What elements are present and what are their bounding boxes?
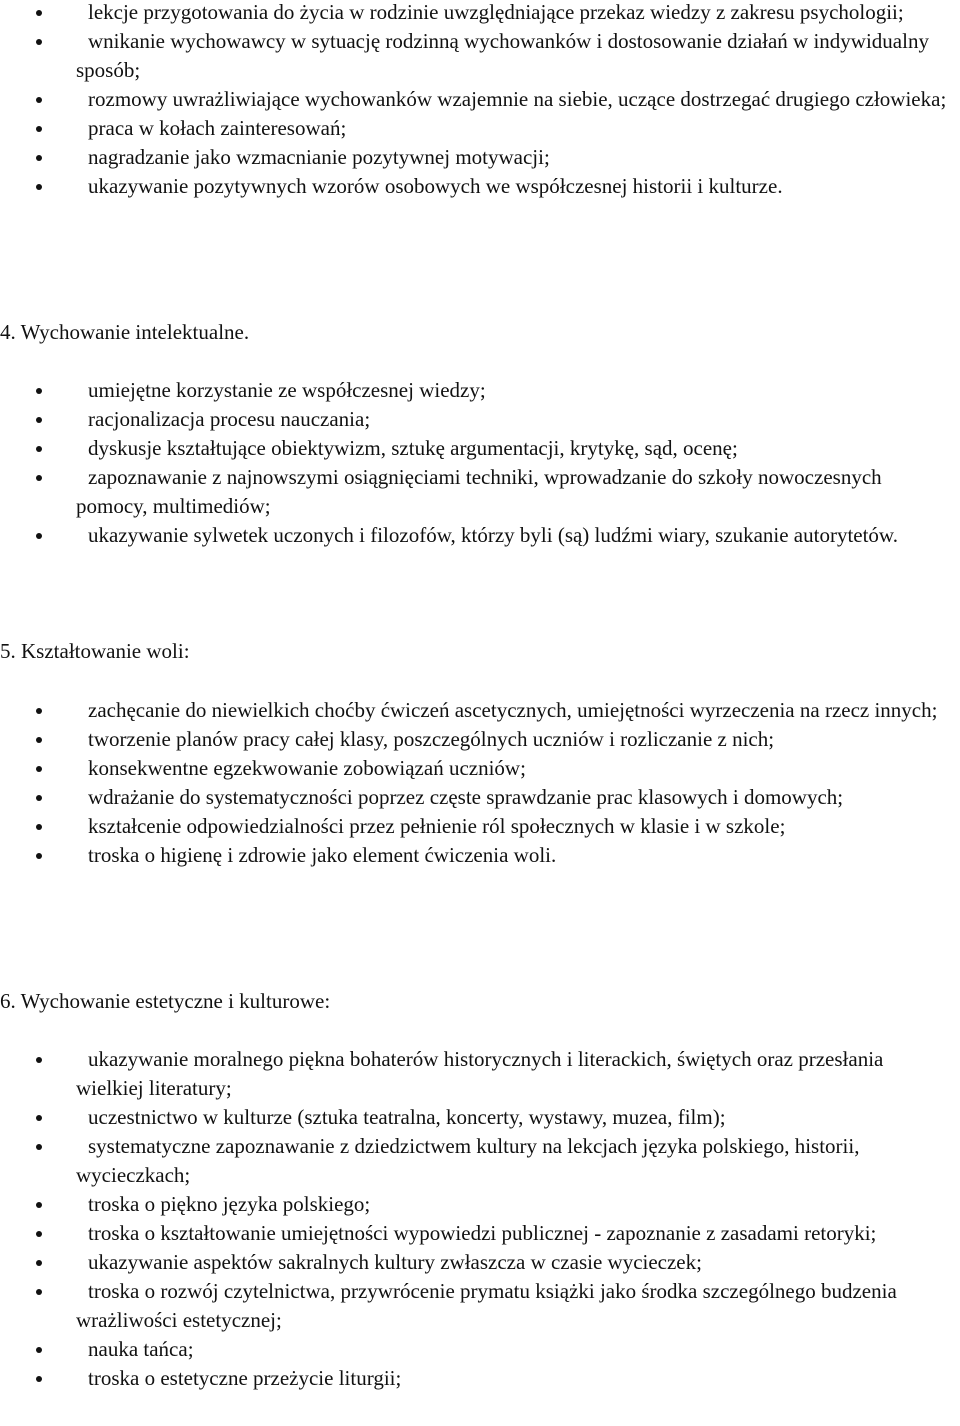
bullet-icon (36, 10, 42, 16)
list-item: praca w kołach zainteresowań; (0, 114, 960, 143)
bullet-icon (36, 1260, 42, 1266)
bullet-list-intellectual (0, 376, 960, 550)
bullet-icon (36, 417, 42, 423)
bullet-icon (36, 39, 42, 45)
bullet-icon (36, 1144, 42, 1150)
section-heading-aesthetic: 6. Wychowanie estetyczne i kulturowe: (0, 989, 331, 1013)
list-item: dyskusje kształtujące obiektywizm, sztukę argumentacji, krytykę, sąd, ocenę; (0, 434, 960, 463)
list-item: troska o higienę i zdrowie jako element ćwiczenia woli. (0, 841, 960, 870)
bullet-icon (36, 1202, 42, 1208)
bullet-list-will (0, 696, 960, 870)
list-item: nagradzanie jako wzmacnianie pozytywnej motywacji; (0, 143, 960, 172)
list-item: kształcenie odpowiedzialności przez pełnienie ról społecznych w klasie i w szkole; (0, 812, 960, 841)
list-item: racjonalizacja procesu nauczania; (0, 405, 960, 434)
bullet-icon (36, 1057, 42, 1063)
bullet-icon (36, 475, 42, 481)
list-item: ukazywanie moralnego piękna bohaterów historycznych i literackich, świętych oraz przesłania wielkiej literatury; (0, 1045, 960, 1103)
bullet-icon (36, 97, 42, 103)
list-item: troska o piękno języka polskiego; (0, 1190, 960, 1219)
bullet-icon (36, 737, 42, 743)
bullet-icon (36, 766, 42, 772)
bullet-list-upbringing (0, 0, 960, 201)
bullet-icon (36, 824, 42, 830)
list-item: ukazywanie aspektów sakralnych kultury zwłaszcza w czasie wycieczek; (0, 1248, 960, 1277)
list-item: troska o rozwój czytelnictwa, przywrócenie prymatu książki jako środka szczególnego budzenia wrażliwości estetycznej; (0, 1277, 960, 1335)
list-item: zapoznawanie z najnowszymi osiągnięciami techniki, wprowadzanie do szkoły nowoczesnych pomocy, multimediów; (0, 463, 960, 521)
bullet-icon (36, 1115, 42, 1121)
list-item: troska o estetyczne przeżycie liturgii; (0, 1364, 960, 1393)
bullet-list-aesthetic (0, 1045, 960, 1393)
list-item: zachęcanie do niewielkich choćby ćwiczeń ascetycznych, umiejętności wyrzeczenia na rzecz innych; (0, 696, 960, 725)
bullet-icon (36, 795, 42, 801)
bullet-icon (36, 446, 42, 452)
list-item: konsekwentne egzekwowanie zobowiązań uczniów; (0, 754, 960, 783)
list-item: uczestnictwo w kulturze (sztuka teatralna, koncerty, wystawy, muzea, film); (0, 1103, 960, 1132)
bullet-icon (36, 1289, 42, 1295)
list-item: wnikanie wychowawcy w sytuację rodzinną wychowanków i dostosowanie działań w indywidualny sposób; (0, 27, 960, 85)
list-item: rozmowy uwrażliwiające wychowanków wzajemnie na siebie, uczące dostrzegać drugiego człowieka; (0, 85, 960, 114)
bullet-icon (36, 1347, 42, 1353)
list-item: ukazywanie sylwetek uczonych i filozofów, którzy byli (są) ludźmi wiary, szukanie autorytetów. (0, 521, 960, 550)
list-item: troska o kształtowanie umiejętności wypowiedzi publicznej - zapoznanie z zasadami retoryki; (0, 1219, 960, 1248)
list-item: nauka tańca; (0, 1335, 960, 1364)
bullet-icon (36, 853, 42, 859)
bullet-icon (36, 184, 42, 190)
list-item: ukazywanie pozytywnych wzorów osobowych we współczesnej historii i kulturze. (0, 172, 960, 201)
list-item: tworzenie planów pracy całej klasy, poszczególnych uczniów i rozliczanie z nich; (0, 725, 960, 754)
list-item: wdrażanie do systematyczności poprzez częste sprawdzanie prac klasowych i domowych; (0, 783, 960, 812)
bullet-icon (36, 708, 42, 714)
list-item: systematyczne zapoznawanie z dziedzictwem kultury na lekcjach języka polskiego, historii, wycieczkach; (0, 1132, 960, 1190)
bullet-icon (36, 155, 42, 161)
bullet-icon (36, 388, 42, 394)
bullet-icon (36, 533, 42, 539)
bullet-icon (36, 1376, 42, 1382)
list-item: lekcje przygotowania do życia w rodzinie uwzględniające przekaz wiedzy z zakresu psychologii; (0, 0, 960, 27)
section-heading-will: 5. Kształtowanie woli: (0, 639, 190, 663)
section-heading-intellectual: 4. Wychowanie intelektualne. (0, 320, 250, 344)
bullet-icon (36, 126, 42, 132)
list-item: umiejętne korzystanie ze współczesnej wiedzy; (0, 376, 960, 405)
bullet-icon (36, 1231, 42, 1237)
